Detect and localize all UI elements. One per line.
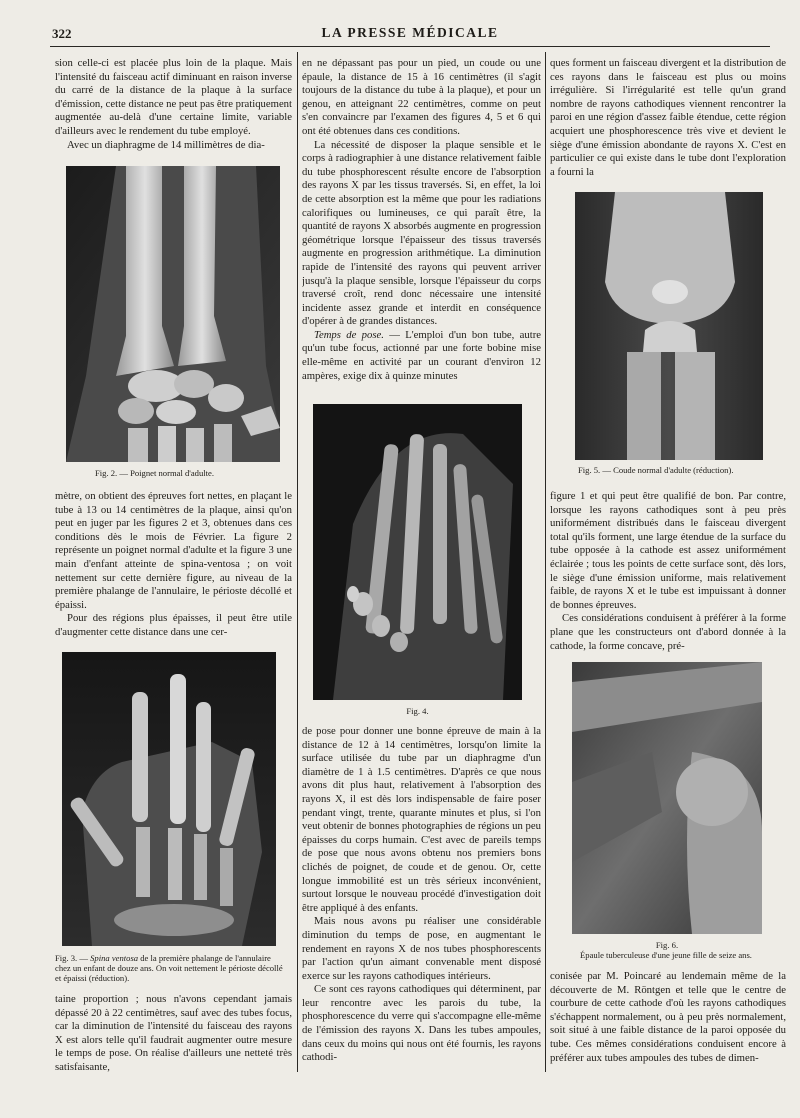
paragraph: conisée par M. Poincaré au lendemain même de la découverte de M. Röntgen et telle que le centre de courbure de cette cathode d'où les rayons cathodiques s'échappent normalement, ou à peu près normalement, soit situé à une faible distance de la paroi opposée du tube. Ces mêmes considérations conduisent encore à préférer aux tubes ampoules des tubes de dimen-: [550, 970, 786, 1064]
paragraph: figure 1 et qui peut être qualifié de bon. Par contre, lorsque les rayons cathodiques sont à peu près uniformément distribués dans le faisceau divergent total qu'ils forment, une large étendue de la surface du tube opposée à la cathode est assez uniformément éclairée ; tous les points de cette surface sont, dès lors, le siège d'une émission uniforme, mais relativement faible, de rayons X et le tube est impuissant à donner de bonnes épreuves.: [550, 490, 786, 611]
figure-6-shoulder-xray: [572, 662, 762, 934]
paragraph: Avec un diaphragme de 14 millimètres de dia-: [67, 138, 265, 151]
journal-title: LA PRESSE MÉDICALE: [321, 25, 499, 40]
paragraph: Ce sont ces rayons cathodiques qui déterminent, par leur rencontre avec les parois du tube, la phosphorescence du verre qui s'accompagne elle-même de l'émission des rayons X. Dans les tubes ampoules, dans ceux du moins qui nous ont été fournis, les rayons cathodi-: [302, 983, 541, 1064]
col2-top-text: [302, 57, 541, 385]
column-divider-right: [545, 52, 546, 1072]
col2-bottom-text: [302, 725, 541, 1075]
figure-2-wrist-xray: [66, 166, 280, 462]
paragraph: de pose pour donner une bonne épreuve de main à la distance de 12 à 14 centimètres, lorsqu'on limite la surface utilisée du tube par un diaphragme d'un diamètre de 1 à 1.5 centimètres. D'après ce que nous avons dit plus haut, relativement à l'absorption des rayons X, il est dès lors indispensable de faire poser pendant vingt, trente, quarante minutes et plus, si l'on veut obtenir de bonnes photographies de régions un peu épaisses du corps humain. C'est avec de pareils temps de pose que nous avons obtenu nos premiers bons clichés de poignet, de coude et de genou. Or, cette longue immobilité est un très sérieux inconvénient, surtout lorsque le nouveau procédé d'investigation doit être appliqué à des enfants.: [302, 725, 541, 914]
figure-3-hand-xray: [62, 652, 276, 946]
subheading-temps-de-pose: Temps de pose.: [314, 328, 384, 341]
paragraph: mètre, on obtient des épreuves fort nettes, en plaçant le tube à 13 ou 14 centimètres de la plaque, ainsi qu'on peut en juger par les figures 2 et 3, obtenues dans ces conditions dès le mois de Février. La figure 2 représente un poignet normal d'adulte et la figure 3 une main d'enfant atteinte de spina-ventosa ; on voit nettement sur cette dernière figure, au niveau de la première phalange de l'annulaire, le périoste décollé et épaissi.: [55, 490, 292, 611]
running-header: [50, 24, 770, 47]
figure-3-caption: [55, 953, 285, 983]
paragraph: La nécessité de disposer la plaque sensible et le corps à radiographier à une distance relativement faible du tube phosphorescent résulte encore de l'absorption des rayons X par les tissus traversés. Si, en effet, la loi de cette absorption est la même que pour les radiations calorifiques ou lumineuses, ce qui paraît être, la quantité de rayons X absorbés augmente en progression géométrique lorsque l'épaisseur des tissus traversés augmente en progression arithmétique. La diminution rapide de l'intensité des rayons qui peuvent arriver jusqu'à la plaque sensible, lorsque l'épaisseur du corps traversé croît, rend donc nécessaire une intensité incidente assez grande et interdit en conséquence d'opérer à de grandes distances.: [302, 138, 541, 328]
figure-6-caption-label: Fig. 6.: [655, 940, 679, 950]
col3-bottom-text: [550, 970, 786, 1076]
paragraph: [302, 329, 541, 383]
col1-top-text: [55, 57, 292, 167]
paragraph: Ces considérations conduisent à préférer à la forme plane que les constructeurs ont d'abord donnée à la cathode, la forme concave, pré-: [550, 612, 786, 652]
figure-3-caption-label: Fig. 3. —: [55, 953, 88, 963]
col3-mid-text: [550, 490, 786, 652]
figure-2-caption: Fig. 2. — Poignet normal d'adulte.: [95, 468, 214, 478]
figure-3-caption-rest: de la première phalange de l'annulaire chez un enfant de douze ans. On voit nettement le périoste décollé et épaissi (réduction).: [55, 953, 283, 983]
paragraph: Pour des régions plus épaisses, il peut être utile d'augmenter cette distance dans une cer-: [55, 612, 292, 638]
column-divider-left: [297, 52, 298, 1072]
figure-5-elbow-xray: [575, 192, 763, 460]
page-number: 322: [52, 26, 72, 41]
temps-text: — L'emploi d'un bon tube, autre qu'un tube focus, actionné par une forte bobine mise elle-même en activité par un courant d'environ 12 ampères, exige dix à quinze minutes: [302, 328, 541, 382]
figure-6-caption: Épaule tuberculeuse d'une jeune fille de seize ans.: [580, 950, 752, 960]
figure-3-caption-italic: Spina ventosa: [90, 953, 139, 963]
col3-top-text: [550, 57, 786, 181]
paragraph: en ne dépassant pas pour un pied, un coude ou une épaule, la distance de 15 à 16 centimètres (il s'agit toujours de la distance du tube à la plaque), et pour un genou, en atteignant 22 centimètres, comme on peut s'en convaincre par l'examen des figures 4, 5 et 6 qui ont été obtenues dans ces conditions.: [302, 57, 541, 137]
figure-5-caption: Fig. 5. — Coude normal d'adulte (réduction).: [578, 465, 734, 475]
figure-4-caption: Fig. 4.: [406, 706, 429, 716]
col1-bottom-text: [55, 993, 292, 1077]
col1-mid-text: [55, 490, 292, 640]
paragraph: Mais nous avons pu réaliser une considérable diminution du temps de pose, en augmentant le rendement en rayons X de nos tubes phosphorescents par l'action qu'un aimant convenable ment disposé exerce sur les rayons cathodiques intérieurs.: [302, 915, 541, 982]
paragraph: taine proportion ; nous n'avons cependant jamais dépassé 20 à 22 centimètres, sauf avec des tubes focus, car la diminution de l'intensité du faisceau des rayons X est alors telle qu'il faudrait augmenter outre mesure le temps de pose. On réalise d'ailleurs une netteté très satisfaisante,: [55, 993, 292, 1073]
paragraph: ques forment un faisceau divergent et la distribution de ces rayons dans le faisceau est plus ou moins irrégulière. Si l'irrégularité est telle qu'un grand nombre de rayons cathodiques viennent rencontrer la paroi en une région d'assez faible étendue, cette région acquiert une phosphorescence très vive et devient le siège d'une émission abondante de rayons X. C'est en particulier ce qui existe dans le tube dont l'exploration a fourni la: [550, 57, 786, 178]
figure-4-foot-xray: [313, 404, 522, 700]
paragraph: sion celle-ci est placée plus loin de la plaque. Mais l'intensité du faisceau actif diminuant en raison inverse du carré de la distance de la plaque à la surface d'émission, cette distance ne peut pas être pratiquement augmentée au-delà d'une certaine limite, variable d'ailleurs avec le rendement du tube employé.: [55, 57, 292, 137]
